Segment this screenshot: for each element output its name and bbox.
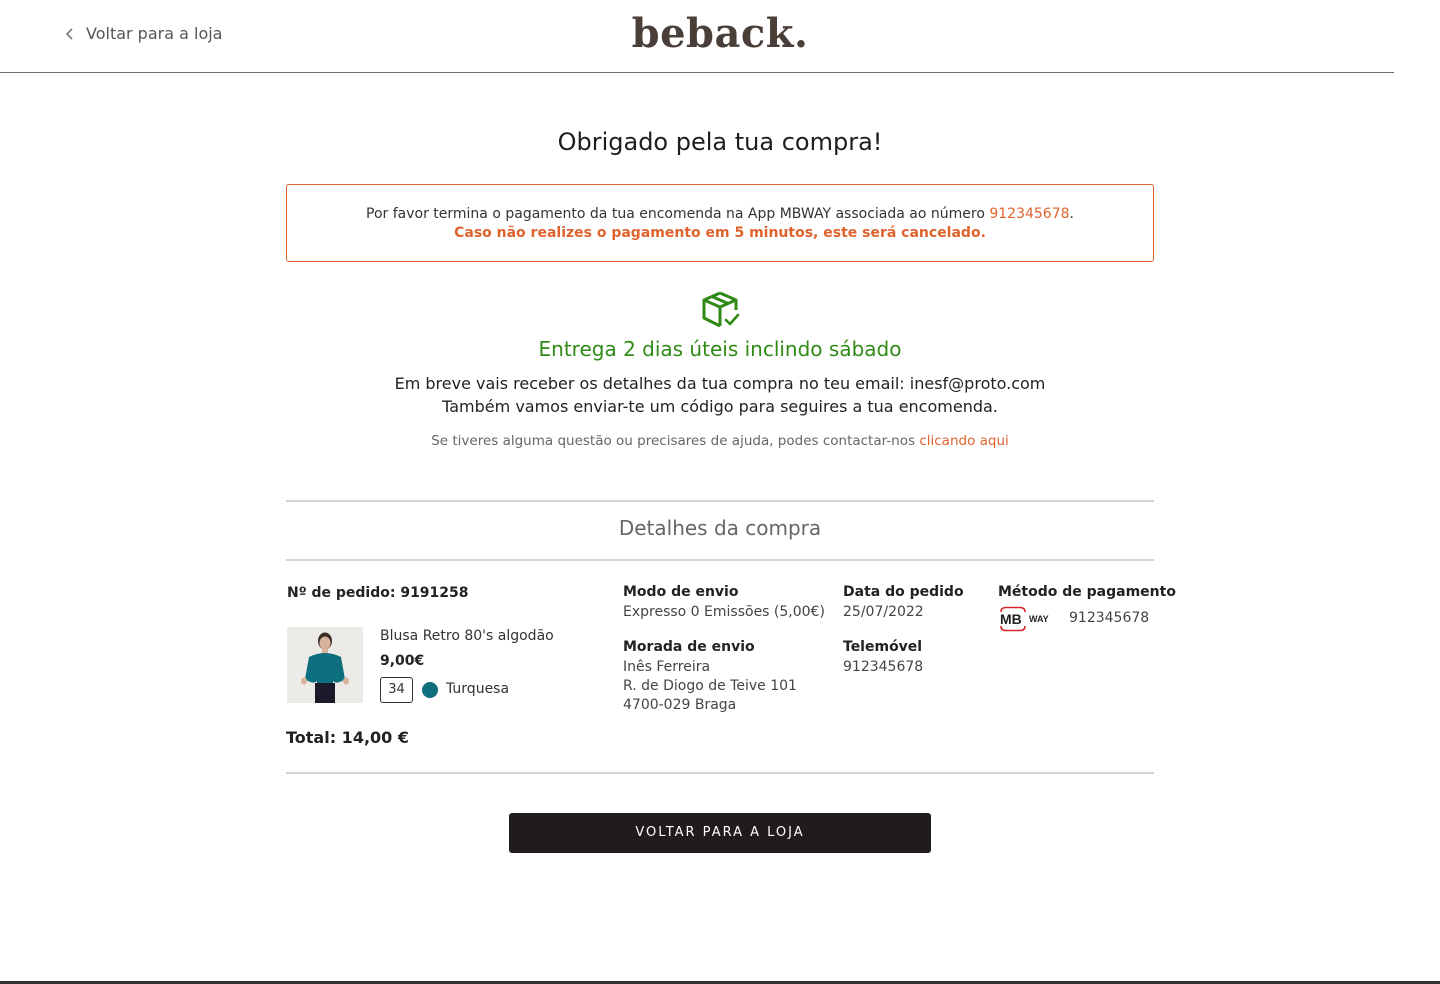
address-line: Inês Ferreira: [623, 659, 711, 675]
color-name: Turquesa: [446, 681, 510, 697]
address-line: 4700-029 Braga: [623, 697, 737, 713]
svg-text:MB: MB: [1000, 611, 1022, 627]
shipping-address: [623, 658, 797, 715]
divider: [286, 772, 1154, 774]
payment-notice: [286, 184, 1154, 262]
notice-line-1: [287, 205, 1153, 224]
back-to-store-button[interactable]: VOLTAR PARA A LOJA: [509, 813, 931, 853]
product-price: 9,00€: [380, 653, 425, 669]
tracking-code-line: Também vamos enviar-te um código para seguires a tua encomenda.: [442, 397, 998, 416]
order-date-label: Data do pedido: [843, 584, 964, 600]
color-swatch: [422, 682, 438, 698]
notice-text-suffix: .: [1069, 206, 1074, 222]
product-photo: [287, 627, 363, 703]
product-name[interactable]: Blusa Retro 80's algodão: [380, 628, 554, 644]
order-date-value: 25/07/2022: [843, 604, 924, 620]
back-to-store-label: Voltar para a loja: [86, 24, 223, 43]
order-total: Total: 14,00 €: [286, 728, 409, 747]
package-check-icon: [700, 290, 742, 330]
brand-logo[interactable]: beback.: [631, 10, 809, 57]
mbway-logo: [998, 606, 1054, 632]
payment-phone: 912345678: [1069, 610, 1150, 626]
details-title: Detalhes da compra: [618, 516, 822, 540]
size-badge: 34: [380, 677, 413, 703]
order-number: Nº de pedido: 9191258: [287, 585, 469, 601]
notice-warning: Caso não realizes o pagamento em 5 minutos, este será cancelado.: [454, 225, 986, 241]
product-thumbnail[interactable]: [287, 627, 363, 703]
confirmation-info: [0, 372, 1440, 418]
delivery-estimate: Entrega 2 dias úteis inclindo sábado: [538, 337, 902, 361]
phone-label: Telemóvel: [843, 639, 923, 655]
notice-phone: 912345678: [989, 206, 1070, 222]
shipping-mode-value: Expresso 0 Emissões (5,00€): [623, 604, 825, 620]
contact-link[interactable]: clicando aqui: [919, 433, 1009, 449]
address-line: R. de Diogo de Teive 101: [623, 678, 797, 694]
notice-text: Por favor termina o pagamento da tua encomenda na App MBWAY associada ao número: [366, 206, 990, 222]
confirmation-email-line: Em breve vais receber os detalhes da tua compra no teu email: inesf@proto.com: [394, 374, 1046, 393]
payment-method-label: Método de pagamento: [998, 584, 1176, 600]
help-text: [0, 433, 1440, 449]
divider: [286, 500, 1154, 502]
svg-text:WAY: WAY: [1029, 614, 1049, 624]
phone-value: 912345678: [843, 659, 924, 675]
shipping-address-label: Morada de envio: [623, 639, 755, 655]
shipping-mode-label: Modo de envio: [623, 584, 739, 600]
help-text-label: Se tiveres alguma questão ou precisares de ajuda, podes contactar-nos: [431, 433, 920, 449]
divider: [286, 559, 1154, 561]
page-title: Obrigado pela tua compra!: [557, 128, 883, 156]
